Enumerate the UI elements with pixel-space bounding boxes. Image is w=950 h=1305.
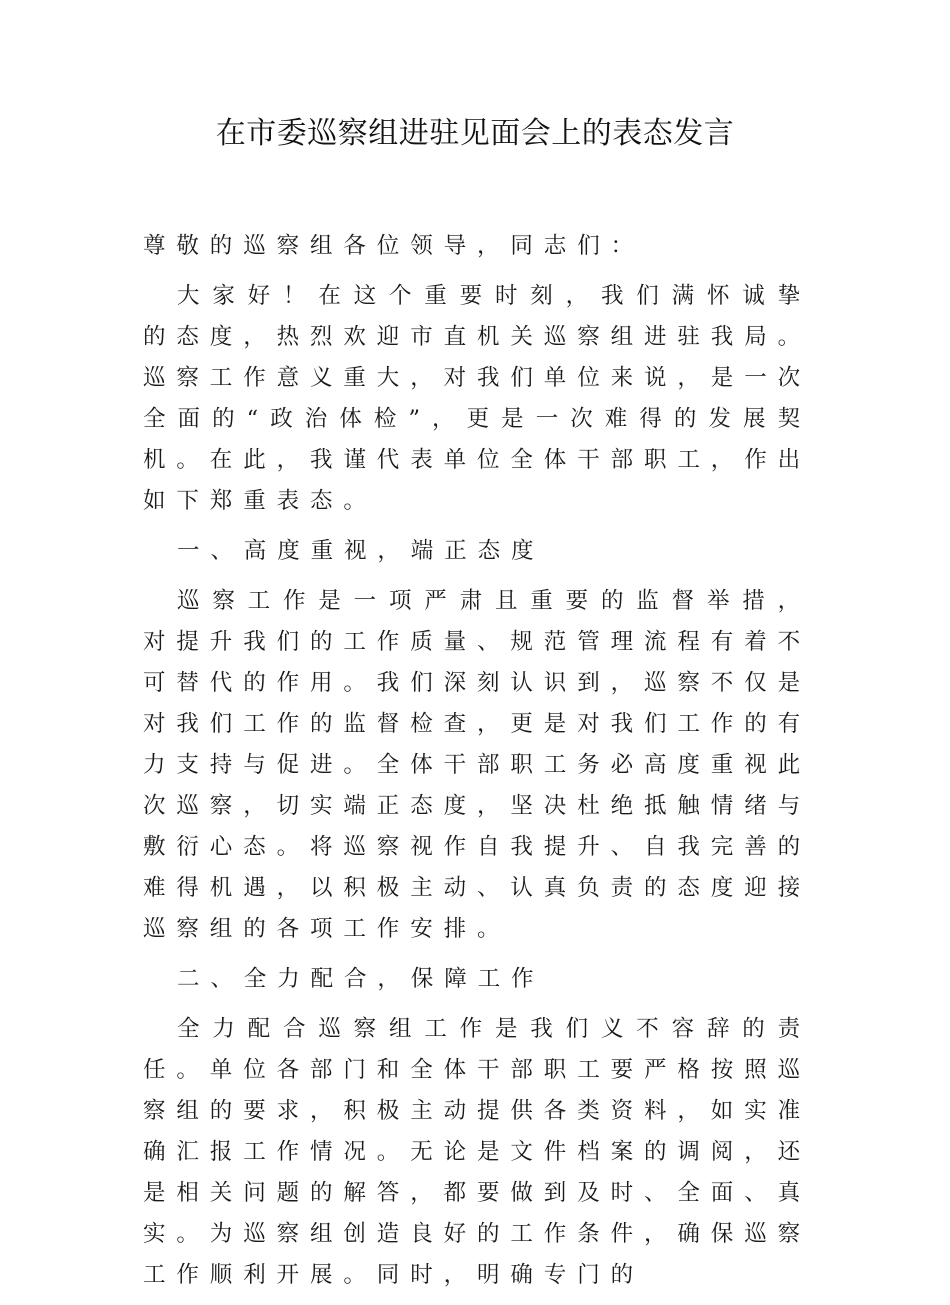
document-body [143,226,811,1305]
salutation: 尊敬的巡察组各位领导，同志们： [143,233,645,259]
document-title: 在市委巡察组进驻见面会上的表态发言 [215,116,735,151]
section-heading-2: 二、全力配合，保障工作 [177,966,545,992]
section-2-paragraph: 全力配合巡察组工作是我们义不容辞的责任。单位各部门和全体干部职工要严格按照巡察组的要求，积极主动提供各类资料，如实准确汇报工作情况。无论是文件档案的调阅，还是相关问题的解答，都要做到及时、全面、真实。为巡察组创造良好的工作条件，确保巡察工作顺利开展。同时，明确专门的 [143,1016,812,1288]
section-1-paragraph: 巡察工作是一项严肃且重要的监督举措，对提升我们的工作质量、规范管理流程有着不可替代的作用。我们深刻认识到，巡察不仅是对我们工作的监督检查，更是对我们工作的有力支持与促进。全体干部职工务必高度重视此次巡察，切实端正态度，坚决杜绝抵触情绪与敷衍心态。将巡察视作自我提升、自我完善的难得机遇，以积极主动、认真负责的态度迎接巡察组的各项工作安排。 [143,588,812,942]
section-heading-1: 一、高度重视，端正态度 [177,538,545,564]
opening-paragraph: 大家好！在这个重要时刻，我们满怀诚挚的态度，热烈欢迎市直机关巡察组进驻我局。巡察工作意义重大，对我们单位来说，是一次全面的“政治体检”，更是一次难得的发展契机。在此，我谨代表单位全体干部职工，作出如下郑重表态。 [143,283,812,514]
